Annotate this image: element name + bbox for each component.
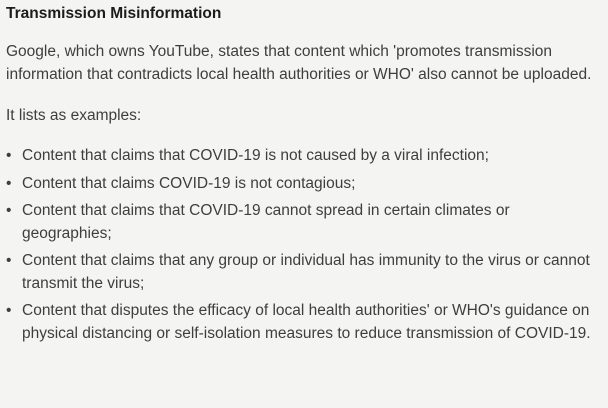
list-item (6, 250, 598, 295)
examples-intro: It lists as examples: (6, 107, 142, 124)
examples-list (6, 145, 598, 345)
bullet-icon: • (6, 302, 12, 319)
bullet-icon: • (6, 252, 12, 269)
bullet-icon: • (6, 202, 12, 219)
list-item-text: Content that claims COVID-19 is not contagious; (22, 174, 356, 192)
bullet-icon: • (6, 147, 12, 164)
list-item (6, 173, 598, 196)
bullet-icon: • (6, 174, 12, 192)
section-title: Transmission Misinformation (6, 5, 222, 22)
list-item-text: Content that claims that COVID-19 cannot spread in certain climates or geographies; (22, 202, 510, 242)
section-paragraph: Google, which owns YouTube, states that content which 'promotes transmission information that contradicts local health authorities or WHO' also cannot be uploaded. (6, 43, 592, 83)
list-item-text: Content that claims that any group or individual has immunity to the virus or cannot transmit the virus; (22, 252, 590, 292)
list-item-text: Content that disputes the efficacy of local health authorities' or WHO's guidance on physical distancing or self-isolation measures to reduce transmission of COVID-19. (22, 302, 591, 342)
list-item-text: Content that claims that COVID-19 is not caused by a viral infection; (22, 147, 489, 164)
list-item (6, 145, 598, 168)
list-item (6, 200, 598, 245)
list-item (6, 300, 598, 345)
